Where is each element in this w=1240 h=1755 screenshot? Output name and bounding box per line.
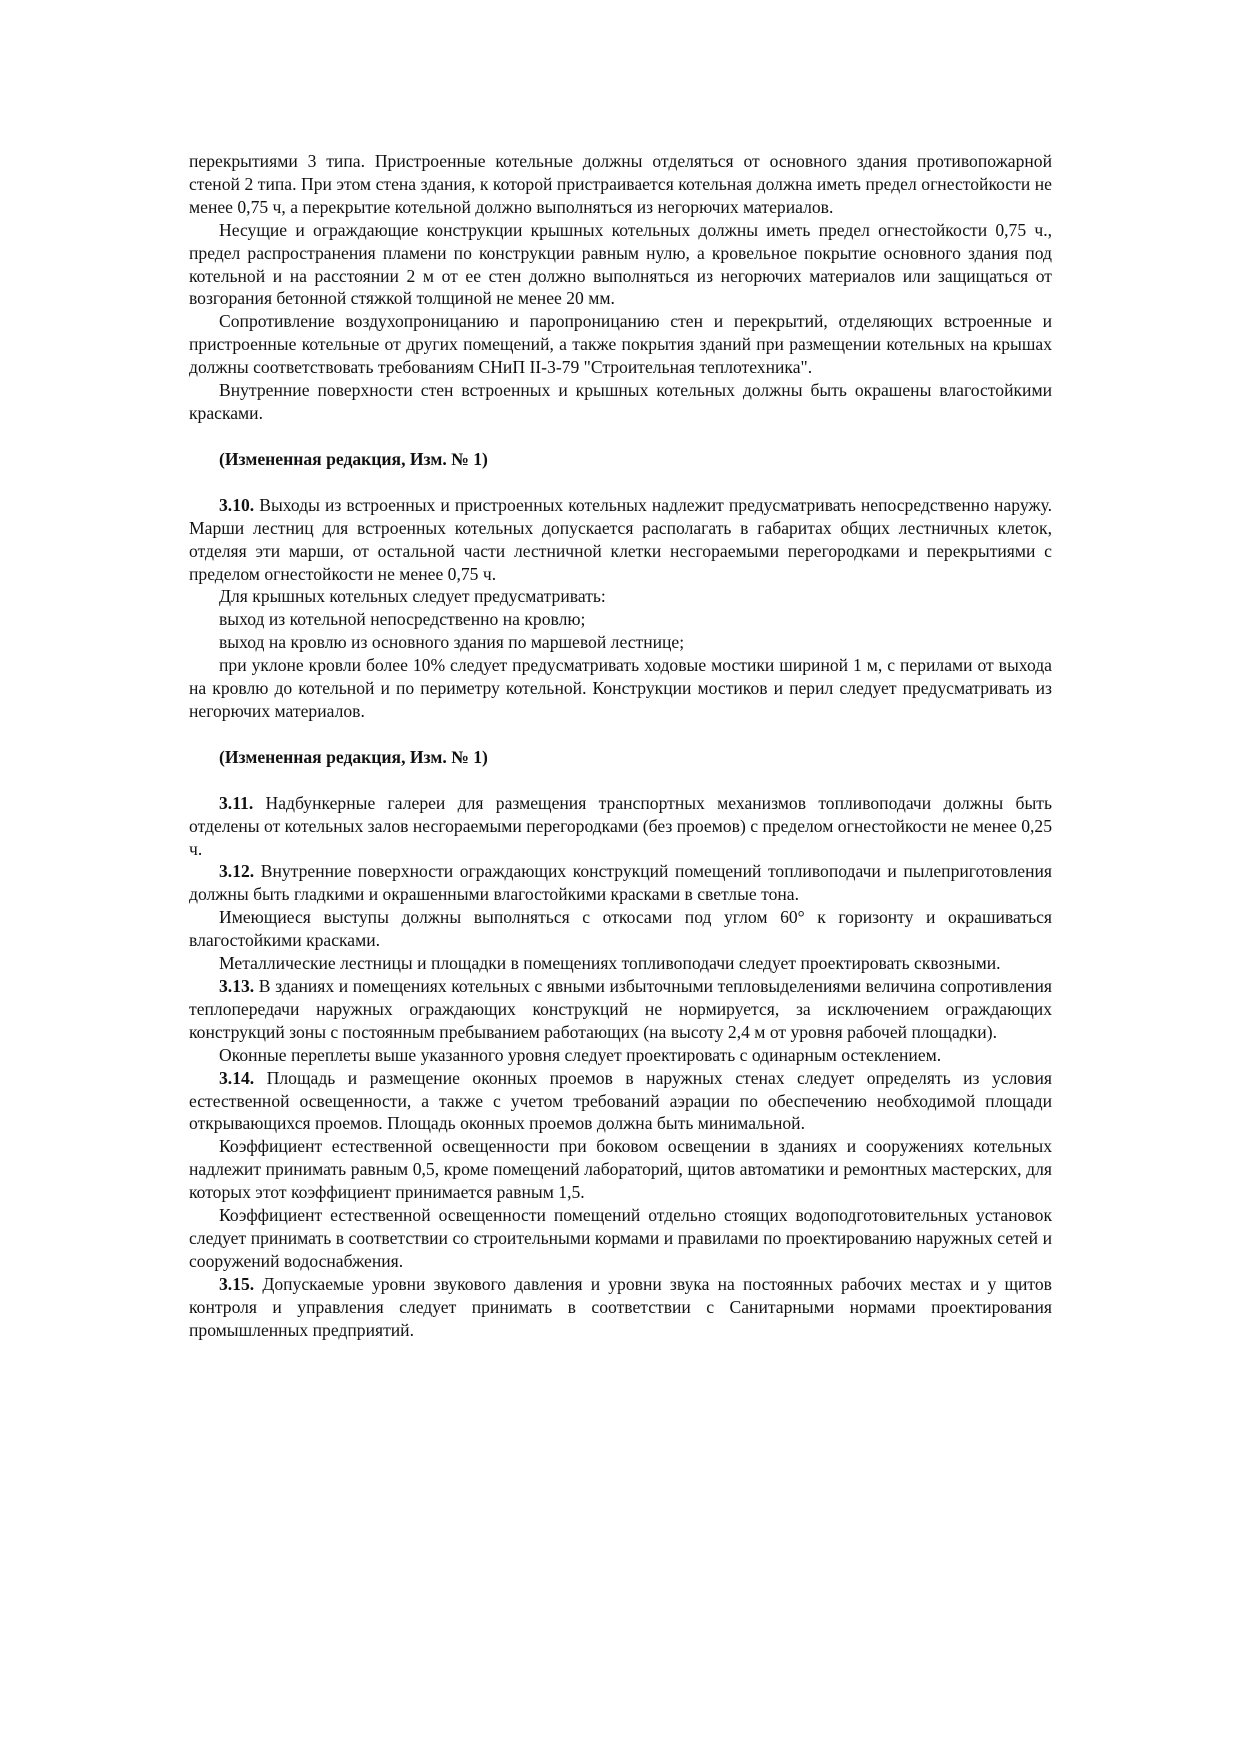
list-item: выход из котельной непосредственно на кровлю; bbox=[219, 609, 586, 630]
paragraph: Металлические лестницы и площадки в помещениях топливоподачи следует проектировать сквозными. bbox=[219, 953, 1001, 974]
section-3-13: 3.13. В зданиях и помещениях котельных с явными избыточными тепловыделениями величина сопротивления теплопередачи наружных ограждающих конструкций не нормируется, за исключением ограждающих конструкций зоны с постоянным пребыванием работающих (на высоту 2,4 м от уровня рабочей площадки). bbox=[189, 976, 1052, 1042]
paragraph: Коэффициент естественной освещенности помещений отдельно стоящих водоподготовительных установок следует принимать в соответствии со строительными кормами и правилами по проектированию наружных сетей и сооружений водоснабжения. bbox=[189, 1205, 1052, 1271]
document-page bbox=[189, 150, 1052, 1342]
paragraph: при уклоне кровли более 10% следует предусматривать ходовые мостики шириной 1 м, с перилами от выхода на кровлю до котельной и по периметру котельной. Конструкции мостиков и перил следует предусматривать из негорючих материалов. bbox=[189, 655, 1052, 721]
paragraph: Внутренние поверхности стен встроенных и крышных котельных должны быть окрашены влагостойкими красками. bbox=[189, 380, 1052, 423]
paragraph: перекрытиями 3 типа. Пристроенные котельные должны отделяться от основного здания противопожарной стеной 2 типа. При этом стена здания, к которой пристраивается котельная должна иметь предел огнестойкости не менее 0,75 ч, а перекрытие котельной должно выполняться из негорючих материалов. bbox=[189, 151, 1052, 217]
section-number: 3.12. bbox=[219, 861, 255, 882]
section-3-14: 3.14. Площадь и размещение оконных проемов в наружных стенах следует определять из условия естественной освещенности, а также с учетом требований аэрации по обеспечению необходимой площади открывающихся проемов. Площадь оконных проемов должна быть минимальной. bbox=[189, 1067, 1052, 1134]
section-3-15: 3.15. Допускаемые уровни звукового давления и уровни звука на постоянных рабочих местах и у щитов контроля и управления следует принимать в соответствии с Санитарными нормами проектирования промышленных предприятий. bbox=[189, 1273, 1052, 1340]
section-3-11: 3.11. Надбункерные галереи для размещения транспортных механизмов топливоподачи должны быть отделены от котельных залов несгораемыми перегородками (без проемов) с пределом огнестойкости не менее 0,25 ч. bbox=[189, 792, 1052, 859]
paragraph: Для крышных котельных следует предусматривать: bbox=[219, 586, 606, 607]
paragraph: Сопротивление воздухопроницанию и паропроницанию стен и перекрытий, отделяющих встроенные и пристроенные котельные от других помещений, а также покрытия зданий при размещении котельных на крышах должны соответствовать требованиям СНиП II-3-79 "Строительная теплотехника". bbox=[189, 311, 1052, 378]
section-number: 3.10. bbox=[219, 494, 255, 515]
amendment-note: (Измененная редакция, Изм. № 1) bbox=[219, 448, 488, 469]
section-number: 3.14. bbox=[219, 1067, 255, 1088]
list-item: выход на кровлю из основного здания по маршевой лестнице; bbox=[219, 632, 685, 653]
section-3-12: 3.12. Внутренние поверхности ограждающих конструкций помещений топливоподачи и пылеприготовления должны быть гладкими и окрашенными влагостойкими красками в светлые тона. bbox=[189, 861, 1052, 905]
section-number: 3.13. bbox=[219, 976, 255, 996]
section-number: 3.15. bbox=[219, 1273, 255, 1294]
paragraph: Оконные переплеты выше указанного уровня следует проектировать с одинарным остеклением. bbox=[219, 1044, 942, 1065]
section-3-10: 3.10. Выходы из встроенных и пристроенных котельных надлежит предусматривать непосредственно наружу. Марши лестниц для встроенных котельных допускается располагать в габаритах общих лестничных клеток, отделяя эти марши, от остальной части лестничной клетки несгораемыми перегородками и перекрытиями с пределом огнестойкости не менее 0,75 ч. bbox=[189, 494, 1052, 584]
amendment-note: (Измененная редакция, Изм. № 1) bbox=[219, 746, 488, 767]
paragraph: Имеющиеся выступы должны выполняться с откосами под углом 60° к горизонту и окрашиваться влагостойкими красками. bbox=[189, 907, 1052, 951]
section-number: 3.11. bbox=[219, 792, 254, 813]
paragraph: Несущие и ограждающие конструкции крышных котельных должны иметь предел огнестойкости 0,75 ч., предел распространения пламени по конструкции равным нулю, а кровельное покрытие основного здания под котельной и на расстоянии 2 м от ее стен должно выполняться из негорючих материалов или защищаться от возгорания бетонной стяжкой толщиной не менее 20 мм. bbox=[189, 219, 1052, 309]
paragraph: Коэффициент естественной освещенности при боковом освещении в зданиях и сооружениях котельных надлежит принимать равным 0,5, кроме помещений лабораторий, щитов автоматики и ремонтных мастерских, для которых этот коэффициент принимается равным 1,5. bbox=[189, 1136, 1052, 1203]
